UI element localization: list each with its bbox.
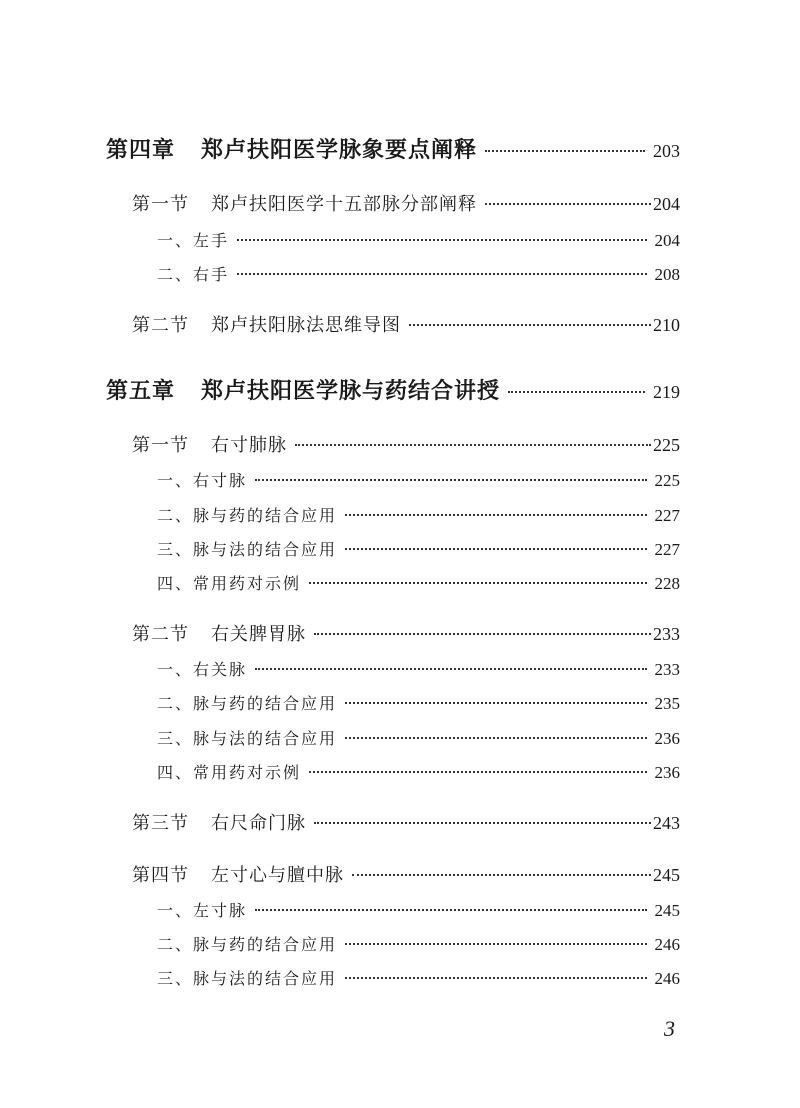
page-number: 203 bbox=[653, 141, 680, 161]
page-number: 245 bbox=[654, 901, 680, 920]
section-label: 第二节 bbox=[132, 624, 189, 645]
item-title: 二、右手 bbox=[157, 265, 230, 284]
page-number: 225 bbox=[653, 435, 680, 455]
toc-item-entry[interactable] bbox=[157, 932, 680, 955]
toc-section-entry[interactable] bbox=[132, 809, 680, 835]
toc-item-entry[interactable] bbox=[157, 468, 680, 491]
dot-leader bbox=[255, 478, 646, 481]
item-title: 一、左寸脉 bbox=[157, 901, 248, 920]
dot-leader bbox=[508, 390, 645, 393]
chapter-label: 第四章 bbox=[106, 137, 176, 163]
page-number: 235 bbox=[654, 694, 680, 713]
item-title: 一、左手 bbox=[157, 231, 230, 250]
item-title: 四、常用药对示例 bbox=[157, 574, 302, 593]
section-title: 右关脾胃脉 bbox=[211, 624, 306, 645]
dot-leader bbox=[309, 581, 646, 584]
dot-leader bbox=[409, 323, 651, 326]
section-label: 第三节 bbox=[132, 813, 189, 834]
dot-leader bbox=[345, 942, 646, 945]
page-number: 236 bbox=[654, 729, 680, 748]
dot-leader bbox=[314, 632, 651, 635]
chapter-title: 郑卢扶阳医学脉象要点阐释 bbox=[201, 137, 478, 163]
section-label: 第四节 bbox=[132, 865, 189, 886]
chapter-title: 郑卢扶阳医学脉与药结合讲授 bbox=[201, 378, 501, 404]
toc-item-entry[interactable] bbox=[157, 503, 680, 526]
chapter-label: 第五章 bbox=[106, 378, 176, 404]
page-number: 233 bbox=[654, 660, 680, 679]
page-number: 227 bbox=[654, 506, 680, 525]
dot-leader bbox=[485, 202, 651, 205]
toc-section-entry[interactable] bbox=[132, 311, 680, 337]
dot-leader bbox=[345, 701, 646, 704]
toc-item-entry[interactable] bbox=[157, 537, 680, 560]
dot-leader bbox=[309, 770, 646, 773]
page-number: 204 bbox=[654, 231, 680, 250]
section-label: 第一节 bbox=[132, 435, 189, 456]
dot-leader bbox=[352, 873, 651, 876]
section-title: 右尺命门脉 bbox=[211, 813, 306, 834]
section-title: 左寸心与膻中脉 bbox=[211, 865, 344, 886]
section-title: 郑卢扶阳脉法思维导图 bbox=[211, 315, 401, 336]
item-title: 二、脉与药的结合应用 bbox=[157, 694, 338, 713]
item-title: 二、脉与药的结合应用 bbox=[157, 935, 338, 954]
page-number: 225 bbox=[654, 471, 680, 490]
toc-item-entry[interactable] bbox=[157, 657, 680, 680]
item-title: 三、脉与法的结合应用 bbox=[157, 729, 338, 748]
page-number: 219 bbox=[653, 382, 680, 402]
item-title: 二、脉与药的结合应用 bbox=[157, 506, 338, 525]
toc-item-entry[interactable] bbox=[157, 966, 680, 989]
toc-section-entry[interactable] bbox=[132, 431, 680, 457]
dot-leader bbox=[345, 547, 646, 550]
section-title: 郑卢扶阳医学十五部脉分部阐释 bbox=[211, 194, 477, 215]
page-number: 228 bbox=[654, 574, 680, 593]
page-number: 204 bbox=[653, 194, 680, 214]
dot-leader bbox=[237, 238, 646, 241]
page-number: 246 bbox=[654, 935, 680, 954]
page-number: 236 bbox=[654, 763, 680, 782]
item-title: 三、脉与法的结合应用 bbox=[157, 969, 338, 988]
section-title: 右寸肺脉 bbox=[211, 435, 287, 456]
dot-leader bbox=[237, 272, 646, 275]
page-number: 243 bbox=[653, 813, 680, 833]
toc-item-entry[interactable] bbox=[157, 571, 680, 594]
toc-section-entry[interactable] bbox=[132, 861, 680, 887]
dot-leader bbox=[485, 149, 645, 152]
page-number: 245 bbox=[653, 865, 680, 885]
item-title: 四、常用药对示例 bbox=[157, 763, 302, 782]
toc-item-entry[interactable] bbox=[157, 691, 680, 714]
toc-item-entry[interactable] bbox=[157, 228, 680, 251]
page-number: 227 bbox=[654, 540, 680, 559]
dot-leader bbox=[255, 908, 646, 911]
dot-leader bbox=[314, 821, 651, 824]
toc-section-entry[interactable] bbox=[132, 190, 680, 216]
toc-item-entry[interactable] bbox=[157, 726, 680, 749]
item-title: 一、右关脉 bbox=[157, 660, 248, 679]
toc-chapter-entry[interactable] bbox=[106, 374, 680, 405]
item-title: 一、右寸脉 bbox=[157, 471, 248, 490]
dot-leader bbox=[345, 513, 646, 516]
section-label: 第一节 bbox=[132, 194, 189, 215]
item-title: 三、脉与法的结合应用 bbox=[157, 540, 338, 559]
toc-chapter-entry[interactable] bbox=[106, 133, 680, 164]
dot-leader bbox=[345, 976, 646, 979]
section-label: 第二节 bbox=[132, 315, 189, 336]
toc-section-entry[interactable] bbox=[132, 620, 680, 646]
page-number: 233 bbox=[653, 624, 680, 644]
page-number: 246 bbox=[654, 969, 680, 988]
page-folio: 3 bbox=[664, 1016, 675, 1041]
dot-leader bbox=[345, 736, 646, 739]
page-number: 210 bbox=[653, 315, 680, 335]
dot-leader bbox=[255, 667, 646, 670]
toc-item-entry[interactable] bbox=[157, 760, 680, 783]
toc-item-entry[interactable] bbox=[157, 262, 680, 285]
page-number: 208 bbox=[654, 265, 680, 284]
toc-item-entry[interactable] bbox=[157, 898, 680, 921]
dot-leader bbox=[295, 443, 651, 446]
